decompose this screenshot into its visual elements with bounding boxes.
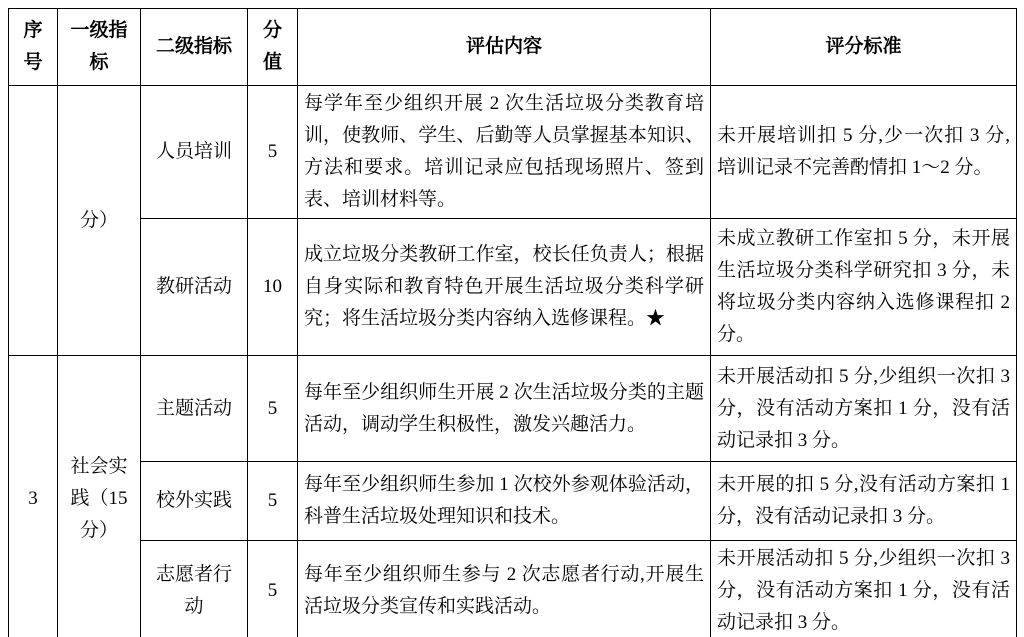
score-cell: 5 [248,356,298,462]
level2-cell: 教研活动 [141,219,248,356]
header-content: 评估内容 [298,9,711,86]
standard-cell: 未开展活动扣 5 分,少组织一次扣 3 分，没有活动方案扣 1 分，没有活动记录扣 3 分。 [711,541,1017,637]
content-cell: 每年至少组织师生开展 2 次生活垃圾分类的主题活动，调动学生积极性，激发兴趣活力。 [298,356,711,462]
score-cell: 5 [248,541,298,637]
serial-cell: 3 [9,356,58,637]
standard-cell: 未开展活动扣 5 分,少组织一次扣 3 分，没有活动方案扣 1 分，没有活动记录扣 3 分。 [711,356,1017,462]
level2-cell: 校外实践 [141,462,248,541]
header-serial: 序号 [9,9,58,86]
table-row [9,462,1017,541]
content-cell: 成立垃圾分类教研工作室，校长任负责人；根据自身实际和教育特色开展生活垃圾分类科学研究；将生活垃圾分类内容纳入选修课程。★ [298,219,711,356]
evaluation-criteria-table [8,8,1017,637]
content-cell: 每学年至少组织开展 2 次生活垃圾分类教育培训，使教师、学生、后勤等人员掌握基本知识、方法和要求。培训记录应包括现场照片、签到表、培训材料等。 [298,86,711,219]
level2-cell: 志愿者行动 [141,541,248,637]
table-row [9,86,1017,219]
standard-cell: 未开展的扣 5 分,没有活动方案扣 1 分，没有活动记录扣 3 分。 [711,462,1017,541]
level1-cell: 社会实践（15 分） [58,356,141,637]
header-row [9,9,1017,86]
header-level2-indicator: 二级指标 [141,9,248,86]
header-level1-indicator: 一级指标 [58,9,141,86]
score-cell: 5 [248,86,298,219]
table-row [9,356,1017,462]
standard-cell: 未成立教研工作室扣 5 分，未开展生活垃圾分类科学研究扣 3 分，未将垃圾分类内容纳入选修课程扣 2 分。 [711,219,1017,356]
level2-cell: 人员培训 [141,86,248,219]
header-standard: 评分标准 [711,9,1017,86]
content-cell: 每年至少组织师生参加 1 次校外参观体验活动，科普生活垃圾处理知识和技术。 [298,462,711,541]
score-cell: 10 [248,219,298,356]
level1-cell: 分） [58,86,141,356]
score-cell: 5 [248,462,298,541]
table-row [9,219,1017,356]
content-cell: 每年至少组织师生参与 2 次志愿者行动,开展生活垃圾分类宣传和实践活动。 [298,541,711,637]
table-row [9,541,1017,637]
standard-cell: 未开展培训扣 5 分,少一次扣 3 分,培训记录不完善酌情扣 1～2 分。 [711,86,1017,219]
level2-cell: 主题活动 [141,356,248,462]
serial-cell [9,86,58,356]
header-score: 分值 [248,9,298,86]
